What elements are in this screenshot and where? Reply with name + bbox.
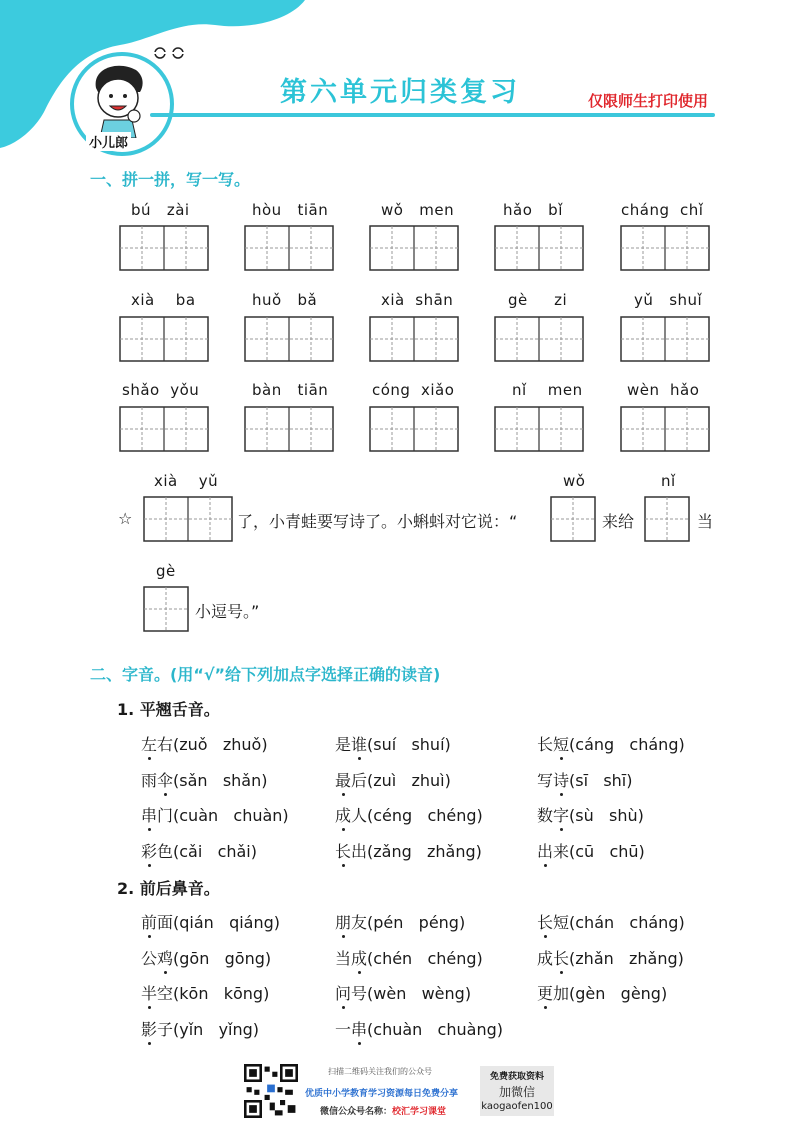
pinyin-label: xià shān: [381, 291, 454, 309]
footer-account-label: 微信公众号名称：: [320, 1107, 393, 1117]
header-divider: [150, 113, 715, 117]
dotted-character: 半: [141, 984, 158, 1003]
pinyin-label: huǒ bǎ: [252, 291, 318, 309]
pinyin-label: hòu tiān: [252, 201, 329, 219]
word-options: 加(gèn gèng): [553, 984, 668, 1003]
dotted-character: 成: [351, 948, 368, 968]
pinyin-label: gè: [156, 562, 176, 580]
word-options: 空(kōn kōng): [157, 984, 270, 1003]
writing-grid-two[interactable]: [120, 317, 208, 361]
pronunciation-item[interactable]: [141, 981, 269, 1004]
writing-grid-one[interactable]: [645, 497, 689, 541]
pinyin-label: bú zài: [131, 201, 190, 219]
footer-account-line: [320, 1104, 446, 1117]
star-icon: ☆: [118, 509, 133, 528]
dotted-character: 更: [537, 984, 554, 1003]
pronunciation-item[interactable]: [537, 981, 667, 1004]
word-prefix: 当: [335, 948, 352, 968]
word-options: (zhǎn zhǎng): [569, 948, 684, 968]
dotted-character: 谁: [351, 735, 368, 754]
sentence-text: 当: [697, 512, 714, 531]
word-options: 短(chán cháng): [553, 913, 685, 932]
pronunciation-item[interactable]: [537, 839, 645, 862]
word-prefix: 长: [537, 735, 554, 754]
pinyin-label: xià ba: [131, 291, 196, 309]
dotted-character: 长: [537, 913, 554, 932]
pinyin-label: cóng xiǎo: [372, 381, 455, 399]
dotted-character: 彩: [141, 841, 158, 861]
writing-grid-two[interactable]: [120, 407, 208, 451]
writing-grid-two[interactable]: [245, 407, 333, 451]
pronunciation-item[interactable]: [335, 910, 465, 933]
dotted-character: 长: [335, 841, 352, 861]
word-prefix: 公: [141, 948, 158, 968]
pinyin-label: nǐ men: [512, 381, 583, 399]
pinyin-label: bàn tiān: [252, 381, 329, 399]
word-options: 门(cuàn chuàn): [157, 806, 289, 825]
writing-grid-two[interactable]: [621, 317, 709, 361]
word-prefix: 成: [537, 948, 554, 968]
word-options: 出(zǎng zhǎng): [351, 841, 482, 861]
pronunciation-item[interactable]: [141, 803, 289, 826]
pinyin-label: wèn hǎo: [627, 381, 700, 399]
word-options: 色(cǎi chǎi): [157, 841, 257, 861]
word-options: (gōn gōng): [173, 948, 272, 968]
word-options: 右(zuǒ zhuǒ): [157, 735, 268, 754]
dotted-character: 长: [553, 948, 570, 968]
word-options: (chén chéng): [367, 948, 483, 968]
pinyin-label: hǎo bǐ: [503, 201, 563, 219]
word-options: (chuàn chuàng): [367, 1019, 503, 1039]
section1-title: 一、拼一拼，写一写。: [90, 170, 251, 189]
sentence-text: 来给: [602, 512, 635, 531]
word-options: (cáng cháng): [569, 735, 685, 754]
pinyin-label: yǔ shuǐ: [634, 291, 703, 309]
dotted-character: 鸡: [157, 948, 174, 968]
section2-title: 二、字音。(用“√”给下列加点字选择正确的读音): [90, 665, 441, 684]
dotted-character: 成: [335, 806, 352, 825]
sentence-text: 了，小青蛙要写诗了。小蝌蚪对它说：“: [237, 512, 518, 531]
pronunciation-item[interactable]: [537, 732, 685, 755]
writing-grid-two[interactable]: [370, 226, 458, 270]
qr-code-icon: [244, 1064, 298, 1118]
pinyin-label: wǒ men: [381, 201, 455, 219]
word-prefix: 雨: [141, 770, 158, 790]
word-options: 子(yǐn yǐng): [157, 1019, 260, 1039]
word-options: 后(zuì zhuì): [351, 770, 451, 790]
dotted-character: 字: [553, 806, 570, 825]
word-options: 面(qián qiáng): [157, 913, 281, 932]
pronunciation-item[interactable]: [335, 946, 483, 969]
word-options: 友(pén péng): [351, 913, 466, 932]
pronunciation-item[interactable]: [335, 732, 451, 755]
pronunciation-item[interactable]: [537, 768, 632, 791]
pronunciation-item[interactable]: [141, 910, 280, 933]
writing-grid-two[interactable]: [621, 226, 709, 270]
pronunciation-item[interactable]: [335, 839, 482, 862]
dotted-character: 前: [141, 913, 158, 932]
pronunciation-item[interactable]: [141, 946, 271, 969]
sentence-text: 小逗号。”: [195, 602, 260, 621]
pronunciation-item[interactable]: [335, 1017, 503, 1040]
writing-grid-two[interactable]: [495, 317, 583, 361]
footer-account-name: 校汇学习课堂: [392, 1107, 447, 1117]
pinyin-label: shǎo yǒu: [122, 381, 200, 399]
pronunciation-item[interactable]: [141, 768, 267, 791]
word-options: (suí shuí): [367, 735, 451, 754]
word-options: 来(cū chū): [553, 841, 645, 861]
footer-share-text: 优质中小学教育学习资源每日免费分享: [305, 1089, 459, 1099]
wechat-contact-box: [480, 1066, 554, 1116]
pronunciation-item[interactable]: [335, 803, 483, 826]
dotted-character: 问: [335, 984, 352, 1003]
footer-scan-text: 扫描二维码关注我们的公众号: [328, 1067, 432, 1076]
print-notice: 仅限师生打印使用: [588, 92, 709, 110]
pronunciation-item[interactable]: [335, 768, 451, 791]
writing-grid-two[interactable]: [621, 407, 709, 451]
word-options: (sù shù): [569, 806, 644, 825]
page-title: 第六单元归类复习: [280, 77, 520, 108]
dotted-character: 伞: [157, 770, 174, 790]
pinyin-label: xià yǔ: [154, 472, 219, 490]
pronunciation-item[interactable]: [141, 1017, 259, 1040]
pinyin-label: nǐ: [661, 472, 676, 490]
dotted-character: 左: [141, 735, 158, 754]
writing-grid-two[interactable]: [245, 317, 333, 361]
writing-grid-one[interactable]: [144, 587, 188, 631]
dotted-character: 朋: [335, 913, 352, 932]
pronunciation-item[interactable]: [335, 981, 471, 1004]
wechat-box-line1: 免费获取资料: [489, 1072, 544, 1082]
dotted-character: 诗: [553, 770, 570, 790]
writing-grid-two[interactable]: [120, 226, 208, 270]
writing-grid-two[interactable]: [495, 407, 583, 451]
word-options: 号(wèn wèng): [351, 984, 472, 1003]
writing-grid-two[interactable]: [144, 497, 232, 541]
dotted-character: 影: [141, 1019, 158, 1039]
pronunciation-item[interactable]: [537, 910, 685, 933]
pinyin-label: cháng chǐ: [621, 201, 704, 219]
word-options: (sī shī): [569, 770, 633, 790]
dotted-character: 串: [351, 1019, 368, 1039]
writing-grid-two[interactable]: [370, 317, 458, 361]
wechat-id: kaogaofen100: [481, 1101, 553, 1112]
subsection-title: 2. 前后鼻音。: [117, 879, 220, 898]
pronunciation-item[interactable]: [141, 839, 257, 862]
word-options: 人(céng chéng): [351, 806, 483, 825]
writing-grid-two[interactable]: [245, 226, 333, 270]
dotted-character: 最: [335, 770, 352, 790]
pinyin-label: wǒ: [563, 472, 586, 490]
dotted-character: 串: [141, 806, 158, 825]
writing-grid-one[interactable]: [551, 497, 595, 541]
pronunciation-item[interactable]: [537, 946, 684, 969]
pronunciation-item[interactable]: [537, 803, 644, 826]
subsection-title: 1. 平翘舌音。: [117, 700, 220, 719]
word-prefix: 数: [537, 806, 554, 825]
pronunciation-item[interactable]: [141, 732, 268, 755]
word-prefix: 一: [335, 1019, 352, 1039]
word-prefix: 是: [335, 735, 352, 754]
writing-grid-two[interactable]: [495, 226, 583, 270]
wechat-box-line2: 加微信: [498, 1085, 535, 1099]
dotted-character: 短: [553, 735, 570, 754]
pinyin-label: gè zi: [508, 291, 568, 309]
mascot-label: 小儿郎: [86, 132, 131, 151]
word-prefix: 写: [537, 770, 554, 790]
word-options: (sǎn shǎn): [173, 770, 268, 790]
dotted-character: 出: [537, 841, 554, 861]
writing-grid-two[interactable]: [370, 407, 458, 451]
